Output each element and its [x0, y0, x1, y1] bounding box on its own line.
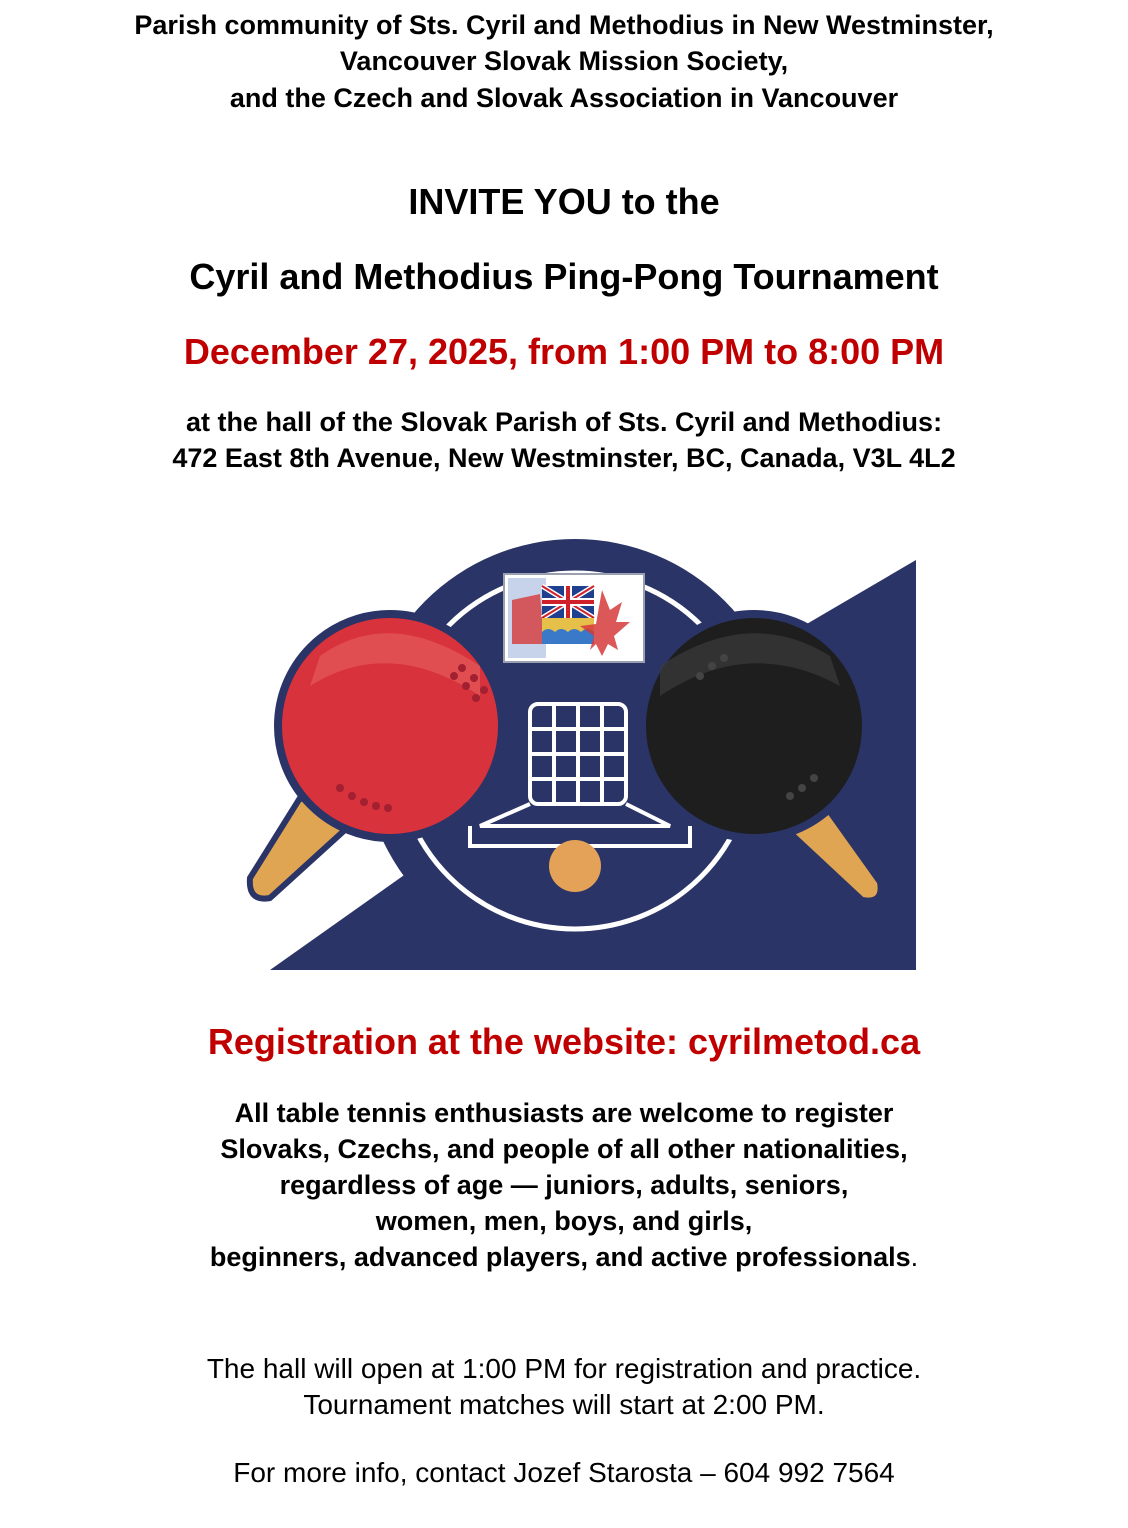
schedule-line-2: Tournament matches will start at 2:00 PM. — [303, 1389, 825, 1420]
welcome-line-5-text: beginners, advanced players, and active professionals — [209, 1242, 911, 1272]
venue-line-2: 472 East 8th Avenue, New Westminster, BC, Canada, V3L 4L2 — [172, 443, 956, 473]
welcome-line-5 — [0, 1239, 1128, 1276]
event-title: Cyril and Methodius Ping-Pong Tournament — [189, 256, 939, 297]
schedule-line-1: The hall will open at 1:00 PM for registration and practice. — [206, 1353, 922, 1384]
flag-emblem-icon — [504, 574, 644, 662]
event-datetime: December 27, 2025, from 1:00 PM to 8:00 PM — [183, 331, 945, 372]
organizer-line-2: Vancouver Slovak Mission Society, — [339, 46, 789, 76]
welcome-period: . — [910, 1242, 919, 1272]
invite-text: INVITE YOU to the — [408, 181, 720, 222]
welcome-line-1: All table tennis enthusiasts are welcome to register — [234, 1098, 894, 1128]
welcome-line-2: Slovaks, Czechs, and people of all other nationalities, — [220, 1134, 908, 1164]
organizer-line-3: and the Czech and Slovak Association in Vancouver — [229, 83, 899, 113]
registration-info: Registration at the website: cyrilmetod.ca — [207, 1021, 921, 1062]
venue-line-1: at the hall of the Slovak Parish of Sts. Cyril and Methodius: — [185, 407, 943, 437]
welcome-line-4: women, men, boys, and girls, — [375, 1206, 753, 1236]
organizer-line-1: Parish community of Sts. Cyril and Methodius in New Westminster, — [134, 10, 994, 40]
ball-icon — [549, 840, 601, 892]
contact-info: For more info, contact Jozef Starosta – 604 992 7564 — [233, 1457, 895, 1488]
welcome-line-3: regardless of age — juniors, adults, seniors, — [279, 1170, 849, 1200]
ping-pong-paddles-icon — [230, 526, 916, 970]
